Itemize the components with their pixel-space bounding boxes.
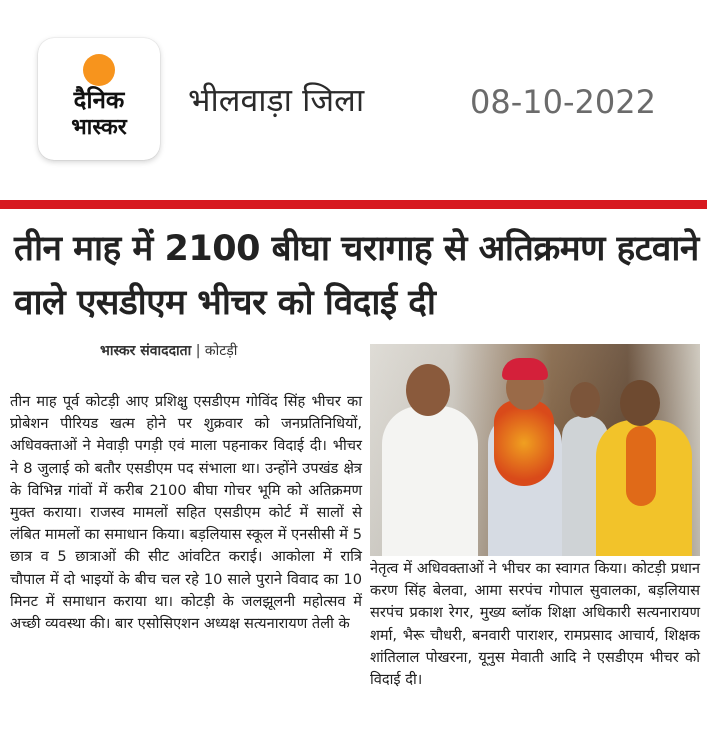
sun-icon: [83, 54, 115, 86]
photo-person-head: [570, 382, 600, 418]
article-headline: तीन माह में 2100 बीघा चरागाह से अतिक्रमण हटवाने वाले एसडीएम भीचर को विदाई दी: [14, 229, 699, 323]
byline-separator: |: [195, 343, 205, 359]
edition-name: भीलवाड़ा जिला: [188, 81, 365, 119]
farewell-photo: [370, 344, 700, 556]
photo-person-head: [620, 380, 660, 426]
byline: [100, 341, 237, 360]
photo-turban: [502, 358, 548, 380]
byline-place: कोटड़ी: [204, 343, 238, 359]
article-body-left-column: तीन माह पूर्व कोटड़ी आए प्रशिक्षु एसडीएम गोविंद सिंह भीचर का प्रोबेशन पीरियड खत्म होने पर शुक्रवार को जनप्रतिनिधियों, अधिवक्ताओं ने मेवाड़ी पगड़ी एवं माला पहनाकर विदाई दी। भीचर ने 8 जुलाई को बतौर एसडीएम पद संभाला था। उन्होंने उपखंड क्षेत्र के विभिन्न गांवों में करीब 2100 बीघा गोचर भूमि को अतिक्रमण मुक्त कराया। राजस्व मामलों सहित एसडीएम कोर्ट में सालों से लंबित मामलों का समाधान किया। बड़लियास स्कूल में एनसीसी में 5 छात्र व 5 छात्राओं की सीट आंवटित कराई। आकोला में रात्रि चौपाल में दो भाइयों के बीच चल रहे 10 साले पुराने विवाद का 10 मिनट में समाधान कराया था। कोटड़ी के जलझूलनी महोत्सव में अच्छी व्यवस्था की। बार एसोसिएशन अध्यक्ष सत्यनारायण तेली के: [10, 393, 362, 633]
byline-source: भास्कर संवाददाता: [100, 343, 192, 359]
logo-text-line1: दैनिक: [73, 86, 125, 114]
article-body-right-column: नेतृत्व में अधिवक्ताओं ने भीचर का स्वागत किया। कोटड़ी प्रधान करण सिंह बेलवा, आमा सरपंच गोपाल सुवालका, बड़लियास सरपंच प्रकाश रेगर, मुख्य ब्लॉक शिक्षा अधिकारी सत्यनारायण शर्मा, भैरू चौधरी, बनवारी पाराशर, रामप्रसाद आचार्य, शिक्षक शांतिलाल पोखरना, यूनुस मेवाती आदि ने एसडीएम भीचर को विदाई दी।: [370, 560, 700, 689]
photo-person-white-kurta: [382, 406, 478, 556]
edition-header: [0, 0, 707, 198]
photo-person-head: [406, 364, 450, 416]
dainik-bhaskar-logo: [38, 38, 160, 160]
logo-text-line2: भास्कर: [71, 115, 127, 140]
red-divider: [0, 200, 707, 209]
photo-garland: [626, 426, 656, 506]
edition-date: 08-10-2022: [470, 83, 656, 121]
photo-garland: [494, 400, 554, 486]
